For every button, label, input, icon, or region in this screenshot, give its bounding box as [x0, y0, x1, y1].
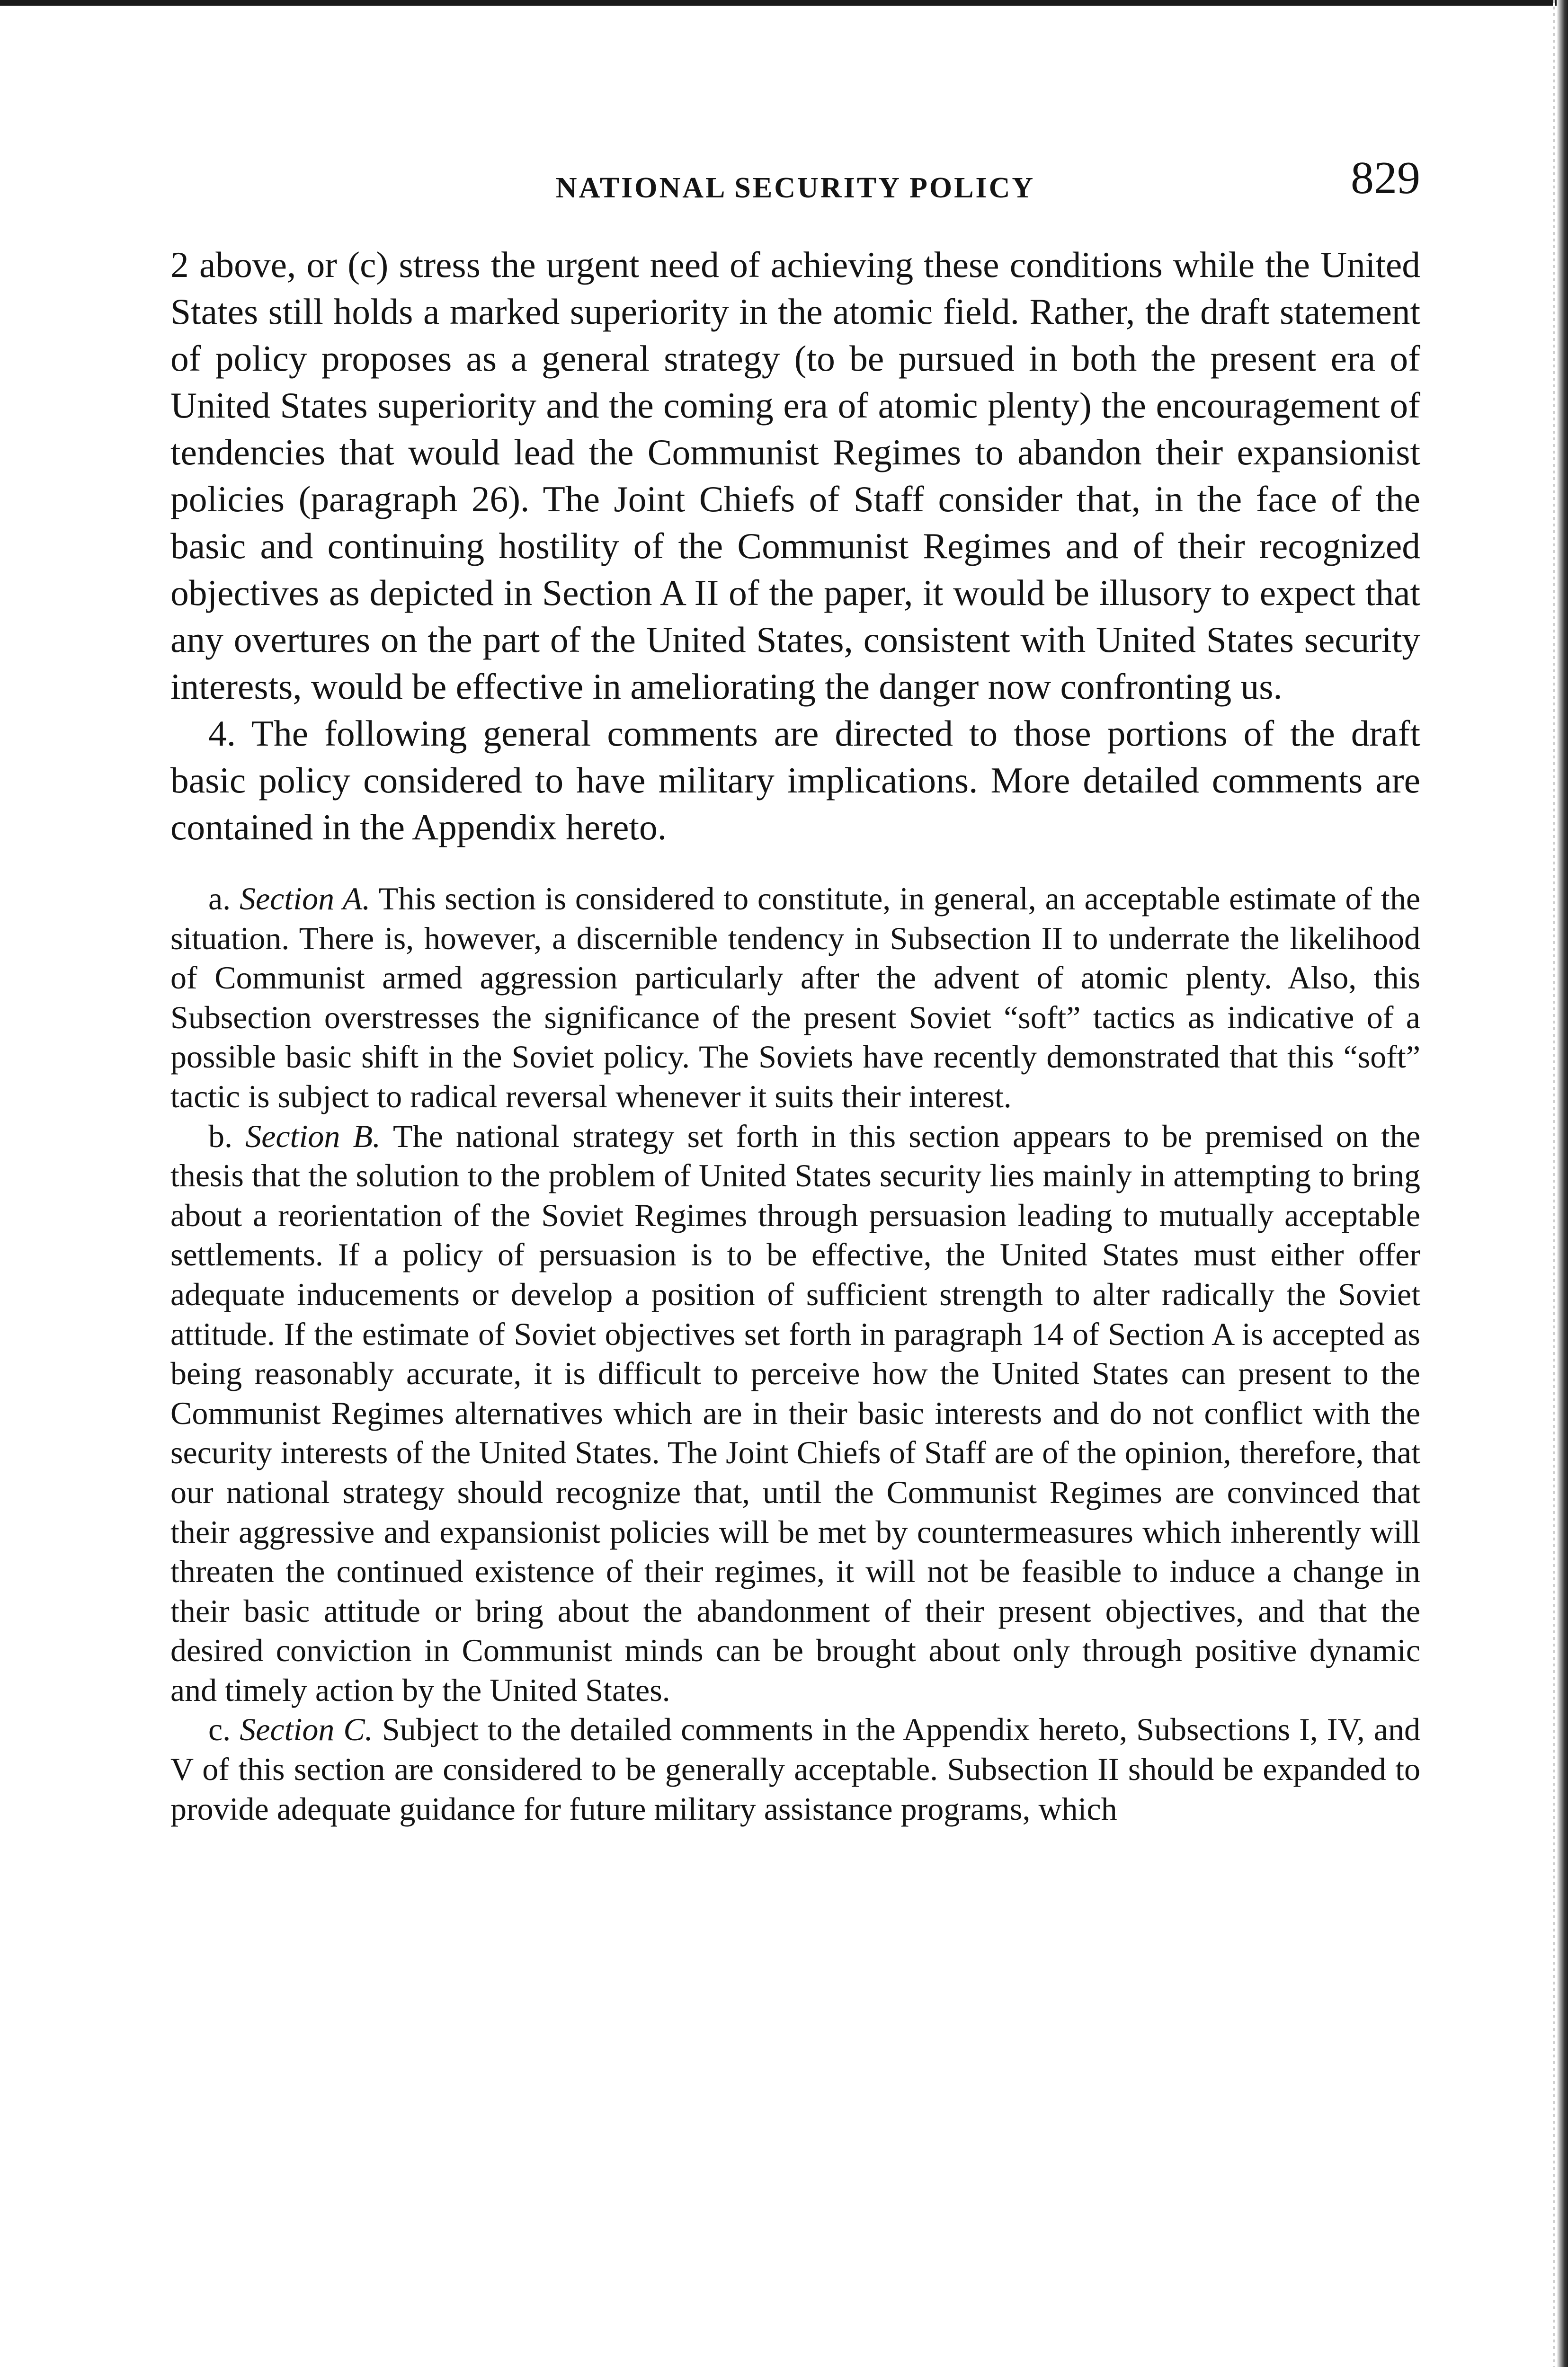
top-scan-border: [0, 0, 1568, 6]
paragraph-continued: 2 above, or (c) stress the urgent need of achieving these conditions while the United States still holds a marked superiority in the atomic field. Rather, the draft statement of policy proposes as a general strategy (to be pursued in both the present era of United States superiority and the coming era of atomic plenty) the encouragement of tendencies that would lead the Communist Regimes to abandon their expansionist policies (paragraph 26). The Joint Chiefs of Staff consider that, in the face of the basic and continuing hostility of the Communist Regimes and of their recognized objectives as depicted in Section A II of the paper, it would be illusory to expect that any overtures on the part of the United States, consistent with United States security interests, would be effective in ameliorating the danger now confronting us.: [170, 244, 1420, 707]
page-number: 829: [1351, 152, 1420, 204]
item-a-label: Section A.: [239, 881, 371, 917]
paragraph-4: 4. The following general comments are directed to those portions of the draft basic policy considered to have military implications. More detailed comments are contained in the Appendix hereto.: [170, 713, 1420, 847]
item-b-text: The national strategy set forth in this section appears to be premised on the thesis that the solution to the problem of United States security lies mainly in attempting to bring about a reorientation of the Soviet Regimes through persuasion leading to mutually acceptable settlements. If a policy of persuasion is to be effective, the United States must either offer adequate inducements or develop a position of sufficient strength to alter radically the Soviet attitude. If the estimate of Soviet objectives set forth in paragraph 14 of Section A is accepted as being reasonably accurate, it is difficult to perceive how the United States can present to the Communist Regimes alternatives which are in their basic interests and do not conflict with the security interests of the United States. The Joint Chiefs of Staff are of the opinion, therefore, that our national strategy should recognize that, until the Communist Regimes are convinced that their aggressive and expansionist policies will be met by countermeasures which inherently will threaten the continued existence of their regimes, it will not be feasible to induce a change in their basic attitude or bring about the abandonment of their present objectives, and that the desired conviction in Communist minds can be brought about only through positive dynamic and timely action by the United States.: [170, 1118, 1420, 1708]
item-a-marker: a.: [208, 881, 231, 917]
item-b-section-b: [170, 1117, 1420, 1710]
page-binding-shadow: [1553, 0, 1555, 2367]
item-c-label: Section C.: [240, 1711, 373, 1748]
item-c-section-c: [170, 1710, 1420, 1829]
page-edge-shadow: [1557, 0, 1568, 2367]
running-header: [170, 142, 1420, 241]
item-b-marker: b.: [208, 1118, 232, 1154]
item-a-text: This section is considered to constitute, in general, an acceptable estimate of the situation. There is, however, a discernible tendency in Subsection II to underrate the likelihood of Communist armed aggression particularly after the advent of atomic plenty. Also, this Subsection overstresses the significance of the present Soviet “soft” tactics as indicative of a possible basic shift in the Soviet policy. The Soviets have recently demonstrated that this “soft” tactic is subject to radical reversal whenever it suits their interest.: [170, 881, 1420, 1114]
item-c-text: Subject to the detailed comments in the Appendix hereto, Subsections I, IV, and V of this section are considered to be generally acceptable. Subsection II should be expanded to provide adequate guidance for future military assistance programs, which: [170, 1711, 1420, 1827]
item-a-section-a: [170, 879, 1420, 1117]
running-title: NATIONAL SECURITY POLICY: [555, 172, 1035, 204]
page-content: [170, 142, 1420, 1829]
item-b-label: Section B.: [245, 1118, 381, 1154]
item-c-marker: c.: [208, 1711, 231, 1748]
